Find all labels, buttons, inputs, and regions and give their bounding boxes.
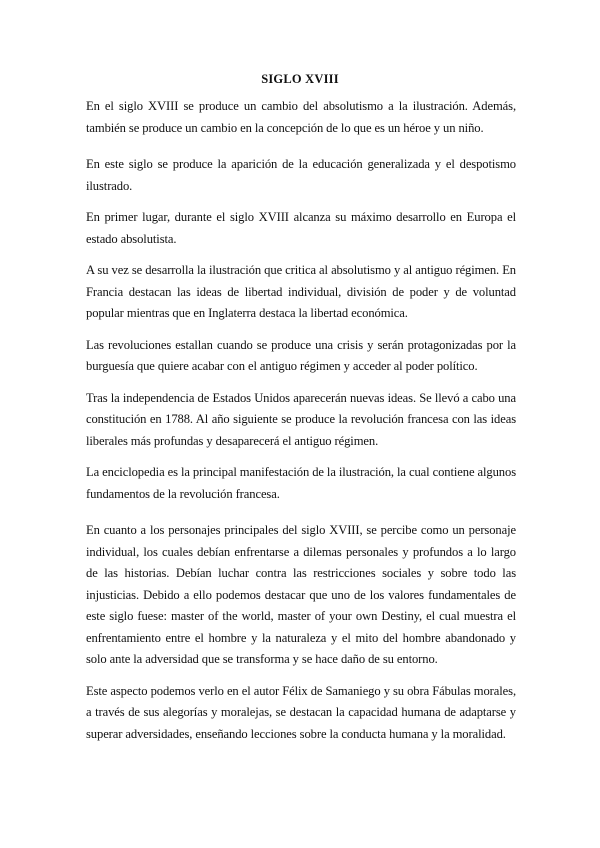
paragraph-1: En el siglo XVIII se produce un cambio del absolutismo a la ilustración. Además, también se produce un cambio en la concepción de lo que es un héroe y un niño. <box>86 99 516 135</box>
paragraph-4: A su vez se desarrolla la ilustración que critica al absolutismo y al antiguo régimen. En Francia destacan las ideas de libertad individual, división de poder y de voluntad popular mientras que en Inglaterra destaca la libertad económica. <box>86 263 516 320</box>
paragraph-5: Las revoluciones estallan cuando se produce una crisis y serán protagonizadas por la burguesía que quiere acabar con el antiguo régimen y acceder al poder político. <box>86 337 516 373</box>
paragraph-9: Este aspecto podemos verlo en el autor Félix de Samaniego y su obra Fábulas morales, a través de sus alegorías y moralejas, se destacan la capacidad humana de adaptarse y superar adversidades, enseñando lecciones sobre la conducta humana y la moralidad. <box>86 683 516 741</box>
paragraph-3: En primer lugar, durante el siglo XVIII alcanza su máximo desarrollo en Europa el estado absolutista. <box>86 210 516 246</box>
paragraph-8: En cuanto a los personajes principales del siglo XVIII, se percibe como un personaje individual, los cuales debían enfrentarse a dilemas personales y profundos a lo largo de las historias. Debían luchar contra las restricciones sociales y sobre todo las injusticias. Debido a ello podemos destacar que uno de los valores fundamentales de este siglo fuese: master of the world, master of your own Destiny, el cual muestra el enfrentamiento entre el hombre y la naturaleza y el mito del hombre abandonado y solo ante la adversidad que se transforma y se hace daño de su entorno. <box>86 523 516 666</box>
document-body <box>86 96 516 760</box>
paragraph-7: La enciclopedia es la principal manifestación de la ilustración, la cual contiene algunos fundamentos de la revolución francesa. <box>86 465 516 501</box>
paragraph-2: En este siglo se produce la aparición de la educación generalizada y el despotismo ilustrado. <box>86 157 516 193</box>
document-title: SIGLO XVIII <box>261 72 339 86</box>
paragraph-6: Tras la independencia de Estados Unidos aparecerán nuevas ideas. Se llevó a cabo una constitución en 1788. Al año siguiente se produce la revolución francesa con las ideas liberales más profundas y desaparecerá el antiguo régimen. <box>86 390 516 448</box>
